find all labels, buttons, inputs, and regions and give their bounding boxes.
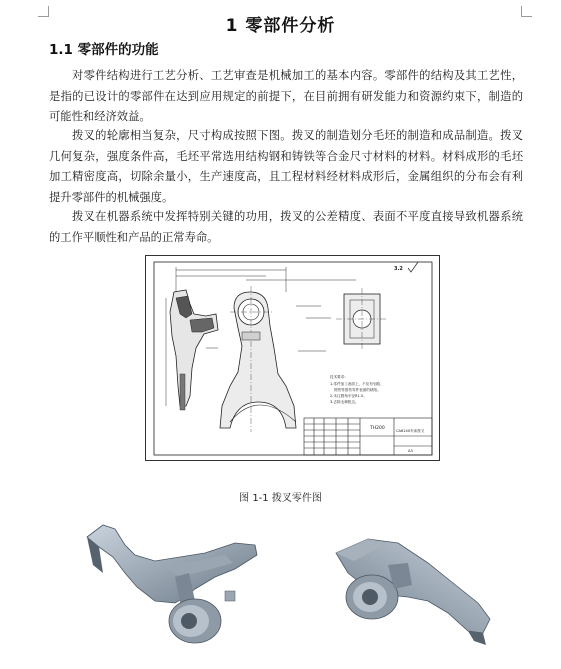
- chapter-title: 1 零部件分析: [225, 16, 336, 36]
- fork-3d-render-left: [85, 517, 260, 647]
- tech-req-line-1: 技术要求:: [330, 375, 346, 379]
- body-paragraph-1: 对零件结构进行工艺分析、工艺审查是机械加工的基本内容。零部件的结构及其工艺性，是指的已设计的零部件在达到应用规定的前提下，在目前拥有研发能力和资源约束下，制造的可能性和经济效益。: [49, 69, 523, 123]
- tech-req-line-5: 3.去除毛刺锐边。: [330, 400, 359, 404]
- title-block-code: TH200: [370, 426, 385, 431]
- drawing-canvas: [146, 256, 439, 460]
- title-block: [304, 418, 432, 455]
- title-block-name: CA6140车床拨叉: [396, 429, 425, 433]
- roughness-symbol: [394, 262, 418, 272]
- tech-req-line-4: 2.未注圆角半径R1.5。: [330, 394, 367, 398]
- roughness-value: 3.2: [394, 266, 403, 272]
- tech-req-line-3: 擦伤等损伤零件表面的缺陷。: [334, 388, 381, 392]
- body-paragraph-3: 拨叉在机器系统中发挥特别关键的功用，拨叉的公差精度、表面不平度直接导致机器系统的工作平顺性和产品的正常寿命。: [49, 210, 523, 244]
- side-view: [170, 290, 218, 410]
- fork-3d-render-right: [328, 523, 493, 648]
- technical-requirements: [330, 374, 384, 404]
- figure-caption: 图 1-1 拨叉零件图: [239, 493, 322, 504]
- engineering-drawing: [145, 255, 440, 461]
- section-title: 1.1 零部件的功能: [49, 42, 159, 58]
- front-view: [220, 286, 296, 432]
- title-block-sheet: A3: [408, 449, 413, 453]
- body-paragraph-2: 拨叉的轮廓相当复杂，尺寸构成按照下图。拨叉的制造划分毛坯的制造和成品制造。拨叉几何复杂，强度条件高，毛坯平常选用结构钢和铸铁等合金尺寸材料的材料。材料成形的毛坯加工精密度高，切除余量小，生产速度高，且工程材料经材料成形后，金属组织的分布会有利提升零部件的机械强度。: [49, 129, 523, 204]
- top-view: [336, 288, 388, 350]
- tech-req-line-2: 1.零件加工表面上，不应有划痕、: [330, 382, 384, 386]
